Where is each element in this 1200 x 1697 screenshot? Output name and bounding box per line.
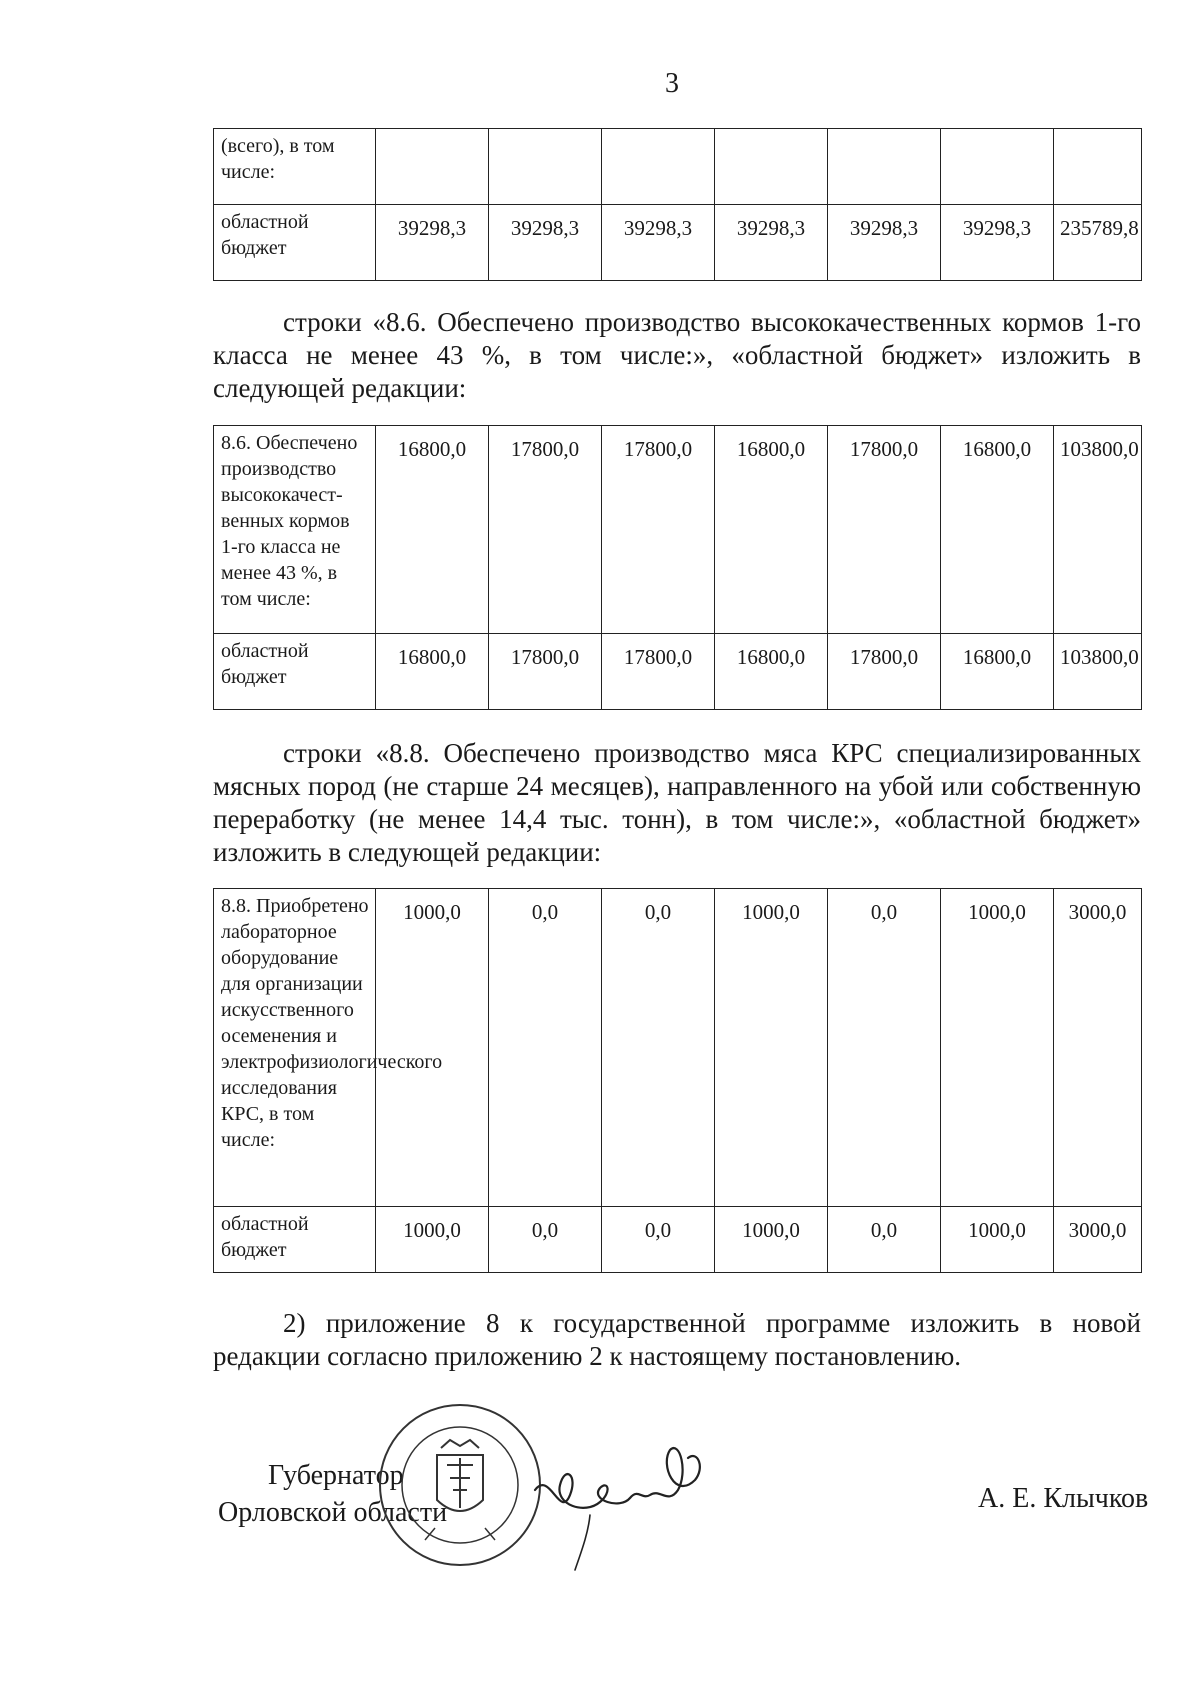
table-cell: 1000,0 — [715, 1207, 828, 1273]
table-cell: 16800,0 — [715, 426, 828, 634]
handwritten-signature-icon — [530, 1410, 720, 1575]
table-cell: 3000,0 — [1054, 889, 1142, 1207]
table-row — [214, 205, 1142, 281]
table-row — [214, 634, 1142, 710]
table-cell — [489, 129, 602, 205]
table-cell: 39298,3 — [489, 205, 602, 281]
budget-table-3 — [213, 888, 1142, 1273]
table-cell: 1000,0 — [941, 889, 1054, 1207]
table-cell: 17800,0 — [828, 634, 941, 710]
row-label: областной бюджет — [214, 634, 376, 710]
official-seal-icon — [375, 1400, 545, 1570]
table-cell: 3000,0 — [1054, 1207, 1142, 1273]
table-cell: 16800,0 — [941, 634, 1054, 710]
table-cell: 16800,0 — [941, 426, 1054, 634]
paragraph-8-8-intro: строки «8.8. Обеспечено производство мяса КРС специализированных мясных пород (не старше 24 месяцев), направленного на убой или собственную переработку (не менее 14,4 тыс. тонн), в том числе:», «областной бюджет» изложить в следующей редакции: — [213, 738, 1141, 867]
table-cell: 16800,0 — [715, 634, 828, 710]
table-cell — [376, 129, 489, 205]
row-label: областной бюджет — [214, 1207, 376, 1273]
table-cell: 103800,0 — [1054, 426, 1142, 634]
signer-name: А. Е. Клычков — [978, 1483, 1149, 1514]
table-row — [214, 889, 1142, 1207]
table-cell: 0,0 — [828, 889, 941, 1207]
paragraph-8-6-intro: строки «8.6. Обеспечено производство высококачественных кормов 1-го класса не менее 43 %, в том числе:», «областной бюджет» изложить в следующей редакции: — [213, 307, 1141, 403]
table-cell — [715, 129, 828, 205]
paragraph-appendix: 2) приложение 8 к государственной программе изложить в новой редакции согласно приложению 2 к настоящему постановлению. — [213, 1308, 1141, 1371]
signer-title-line1: Губернатор — [268, 1460, 404, 1491]
table-cell: 39298,3 — [828, 205, 941, 281]
row-label: 8.6. Обеспечено производство высококачест-венных кормов 1-го класса не менее 43 %, в том числе: — [214, 426, 376, 634]
table-row — [214, 1207, 1142, 1273]
table-cell: 17800,0 — [602, 634, 715, 710]
table-cell: 103800,0 — [1054, 634, 1142, 710]
row-label: (всего), в том числе: — [214, 129, 376, 205]
table-cell — [828, 129, 941, 205]
table-cell: 16800,0 — [376, 634, 489, 710]
table-cell: 0,0 — [489, 1207, 602, 1273]
table-cell: 1000,0 — [376, 889, 489, 1207]
table-cell: 235789,8 — [1054, 205, 1142, 281]
table-cell: 1000,0 — [941, 1207, 1054, 1273]
table-cell: 17800,0 — [489, 634, 602, 710]
budget-table-1 — [213, 128, 1142, 281]
row-label: 8.8. Приобретено лабораторное оборудование для организации искусственного осеменения и электрофизиологического исследования КРС, в том числе: — [214, 889, 376, 1207]
table-cell: 1000,0 — [715, 889, 828, 1207]
table-cell: 17800,0 — [489, 426, 602, 634]
signer-title-line2: Орловской области — [218, 1497, 448, 1528]
table-cell: 0,0 — [602, 889, 715, 1207]
table-cell — [1054, 129, 1142, 205]
table-cell: 17800,0 — [828, 426, 941, 634]
row-label: областной бюджет — [214, 205, 376, 281]
table-cell: 0,0 — [489, 889, 602, 1207]
table-cell: 1000,0 — [376, 1207, 489, 1273]
page-number: 3 — [665, 68, 679, 99]
table-cell: 0,0 — [828, 1207, 941, 1273]
table-cell: 0,0 — [602, 1207, 715, 1273]
table-cell: 39298,3 — [715, 205, 828, 281]
table-cell: 16800,0 — [376, 426, 489, 634]
table-cell: 39298,3 — [941, 205, 1054, 281]
table-cell: 39298,3 — [602, 205, 715, 281]
table-row — [214, 426, 1142, 634]
table-row — [214, 129, 1142, 205]
budget-table-2 — [213, 425, 1142, 710]
table-cell — [602, 129, 715, 205]
table-cell — [941, 129, 1054, 205]
table-cell: 17800,0 — [602, 426, 715, 634]
table-cell: 39298,3 — [376, 205, 489, 281]
